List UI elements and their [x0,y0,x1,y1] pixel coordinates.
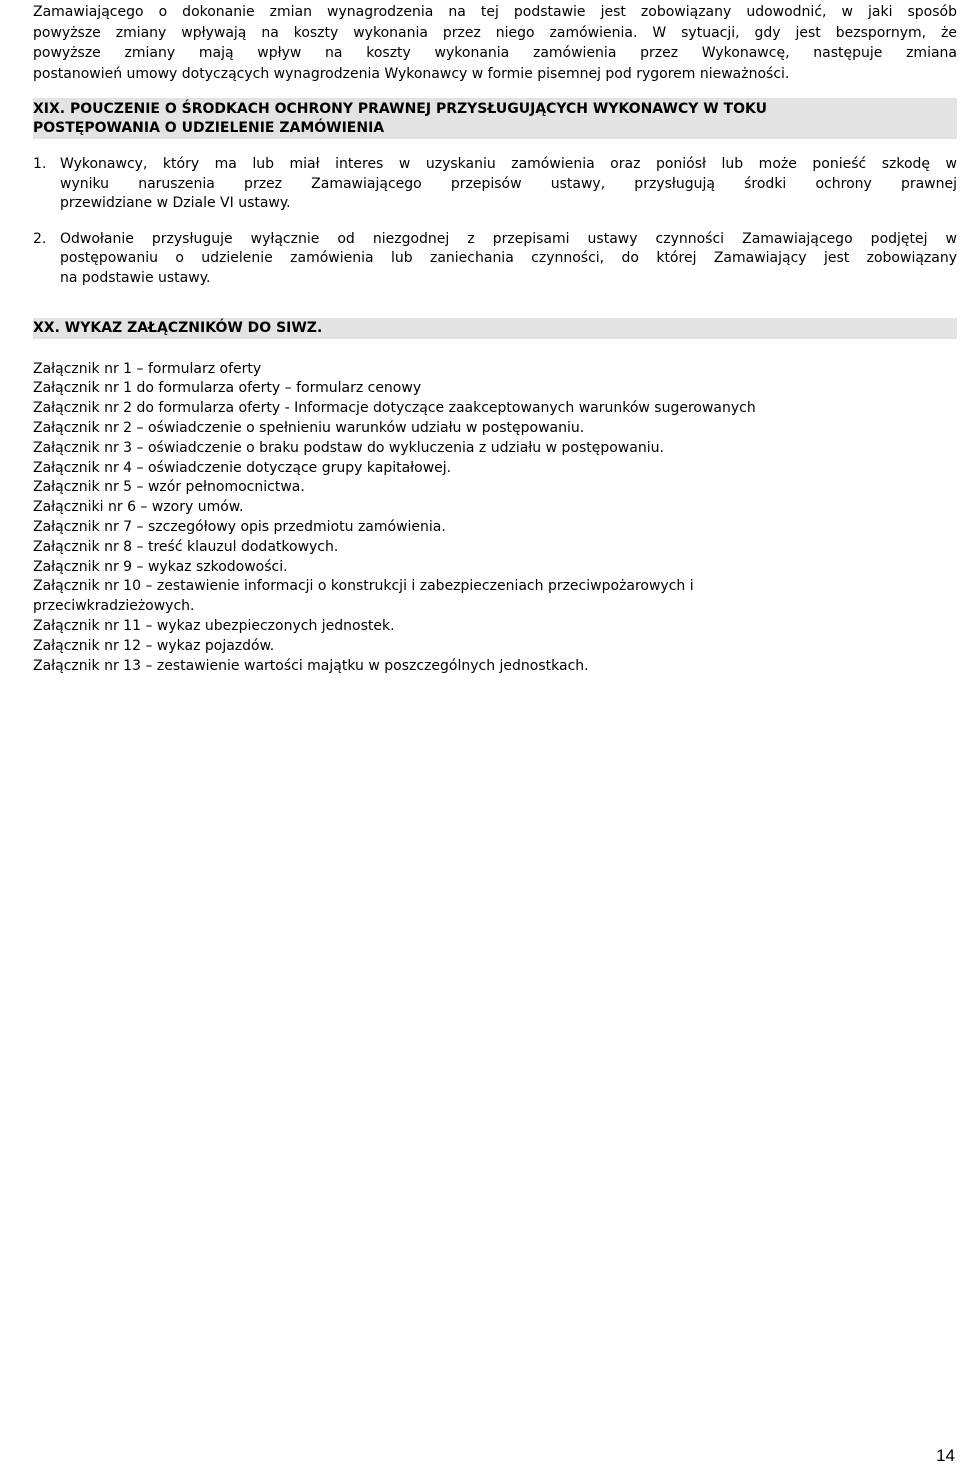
paragraph-number: 1. [33,156,47,172]
list-item: Załącznik nr 13 – zestawienie wartości majątku w poszczególnych jednostkach. [33,657,589,674]
paragraph-line: wyniku naruszenia przez Zamawiającego przepisów ustawy, przysługują środki ochrony prawnej [60,175,957,192]
paragraph-line: na podstawie ustawy. [60,269,211,286]
numbered-paragraph-1 [33,155,957,214]
section-heading-line: XIX. POUCZENIE O ŚRODKACH OCHRONY PRAWNEJ PRZYSŁUGUJĄCYCH WYKONAWCY W TOKU [33,101,767,117]
list-item: Załącznik nr 12 – wykaz pojazdów. [33,637,275,654]
list-item: Załącznik nr 2 do formularza oferty - Informacje dotyczące zaakceptowanych warunków sugerowanych [33,400,756,417]
page-number: 14 [936,1446,955,1465]
list-item: Załącznik nr 5 – wzór pełnomocnictwa. [33,479,305,496]
list-item: Załącznik nr 7 – szczegółowy opis przedmiotu zamówienia. [33,518,446,535]
section-heading-xix [33,98,957,139]
list-item: Załącznik nr 1 – formularz oferty [33,360,262,377]
list-item: Załącznik nr 4 – oświadczenie dotyczące grupy kapitałowej. [33,459,452,476]
numbered-paragraph-2 [33,230,957,289]
paragraph-line: Wykonawcy, który ma lub miał interes w uzyskaniu zamówienia oraz poniósł lub może ponieść szkodę w [60,156,957,172]
section-heading-xx: XX. WYKAZ ZAŁĄCZNIKÓW DO SIWZ. [33,318,957,339]
list-item: Załączniki nr 6 – wzory umów. [33,499,244,516]
list-item: przeciwkradzieżowych. [33,598,195,615]
intro-paragraph [33,2,957,84]
list-item: Załącznik nr 3 – oświadczenie o braku podstaw do wykluczenia z udziału w postępowaniu. [33,439,664,456]
section-heading-line: POSTĘPOWANIA O UDZIELENIE ZAMÓWIENIA [33,120,385,136]
paragraph-line: Odwołanie przysługuje wyłącznie od niezgodnej z przepisami ustawy czynności Zamawiającego podjętej w [60,230,957,247]
attachments-list [33,360,957,677]
paragraph-line: przewidziane w Dziale VI ustawy. [60,195,291,212]
list-item: Załącznik nr 2 – oświadczenie o spełnieniu warunków udziału w postępowaniu. [33,419,585,436]
document-page [33,0,957,676]
intro-line: powyższe zmiany wpływają na koszty wykonania przez niego zamówienia. W sytuacji, gdy jest bezspornym, że [33,24,957,41]
list-item: Załącznik nr 10 – zestawienie informacji o konstrukcji i zabezpieczeniach przeciwpożarowych i [33,578,694,595]
list-item: Załącznik nr 9 – wykaz szkodowości. [33,558,288,575]
paragraph-line: postępowaniu o udzielenie zamówienia lub zaniechania czynności, do której Zamawiający jest zobowiązany [60,250,957,267]
intro-line: Zamawiającego o dokonanie zmian wynagrodzenia na tej podstawie jest zobowiązany udowodnić, w jaki sposób [33,4,957,20]
paragraph-number: 2. [33,230,47,247]
list-item: Załącznik nr 1 do formularza oferty – formularz cenowy [33,380,422,397]
list-item: Załącznik nr 11 – wykaz ubezpieczonych jednostek. [33,617,395,634]
list-item: Załącznik nr 8 – treść klauzul dodatkowych. [33,538,339,555]
intro-line: powyższe zmiany mają wpływ na koszty wykonania zamówienia przez Wykonawcę, następuje zmiana [33,45,957,61]
intro-line: postanowień umowy dotyczących wynagrodzenia Wykonawcy w formie pisemnej pod rygorem nieważności. [33,65,790,82]
